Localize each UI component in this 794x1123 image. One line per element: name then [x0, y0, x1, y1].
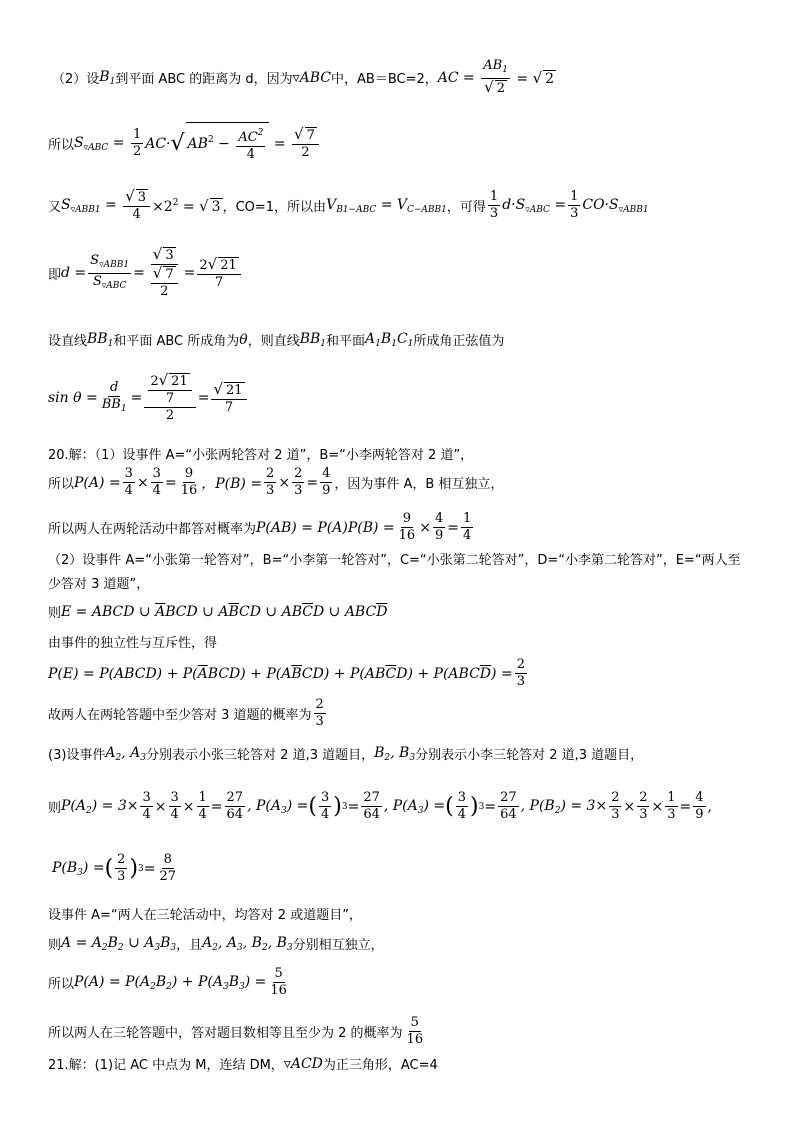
- text: 所成角正弦值为: [413, 334, 505, 349]
- math: $P(B_3)$ =: [52, 859, 105, 878]
- fraction: $\frac{d}{BB_1}$: [101, 379, 127, 414]
- text: 则: [48, 938, 62, 953]
- line-setA: 设事件 A=“两人在三轮活动中，均答对 2 或道题目”，: [48, 908, 362, 923]
- q20-heading: 20.解：（1）设事件 A=“小张两轮答对 2 道”，B=“小李两轮答对 2 道”，: [48, 448, 474, 463]
- text: 和平面 ABC 所成角为: [113, 334, 240, 349]
- text: 故两人在两轮答题中至少答对 3 道题的概率为: [48, 708, 312, 723]
- math: (: [445, 793, 454, 819]
- math: AC·: [145, 135, 171, 152]
- q20-part2-cont: 少答对 3 道题”，: [48, 577, 150, 592]
- fraction: $\frac{\frac{2√ 21}{7}}{2}$: [144, 372, 195, 424]
- fraction: $\frac{3}{4}$: [457, 790, 467, 822]
- text: 所以两人在两轮活动中都答对概率为: [48, 522, 257, 537]
- math: $P(A_2) = 3\times$: [61, 797, 139, 816]
- text: 21.解：(1)记 AC 中点为 M，连结 DM，: [48, 1058, 284, 1073]
- fraction: $\frac{1}{3}$: [489, 189, 499, 221]
- math: $A = A_2B_2$ ∪ $A_3B_3$: [61, 934, 177, 953]
- fraction: $\frac{3}{4}$: [170, 790, 179, 822]
- math: $AB^2$ − $\frac{AC^2}{4}$: [186, 122, 270, 165]
- text: 则: [48, 606, 62, 621]
- math: $A_2$, $A_3$: [105, 744, 147, 763]
- line-area-abc: [48, 122, 321, 165]
- line-indep: 由事件的独立性与互斥性，得: [48, 636, 218, 651]
- fraction: $\frac{8}{27}$: [159, 852, 177, 884]
- line-angle-setup: [48, 330, 504, 349]
- line-event-e: [48, 602, 387, 621]
- fraction: $\frac{1}{4}$: [462, 511, 472, 543]
- text: 所以: [48, 477, 75, 492]
- text: 设直线: [48, 334, 88, 349]
- math: $P(A) = P(A_2B_2) + P(A_3B_3)$ =: [74, 973, 267, 992]
- fraction: $\frac{9}{16}$: [398, 511, 416, 543]
- fraction: $\frac{3}{4}$: [320, 790, 330, 822]
- text: 分别相互独立，: [292, 938, 384, 953]
- text: 和平面: [326, 334, 366, 349]
- text: ，则直线: [247, 334, 300, 349]
- fraction: $\frac{4}{9}$: [322, 466, 331, 498]
- math: ▿ABC: [292, 69, 332, 86]
- fraction: $\frac{S_{▿ABB1}}{S_{▿ABC}}$: [90, 252, 130, 291]
- math: , $P(A_3)$ =: [383, 797, 446, 816]
- math: AC =: [437, 69, 480, 86]
- q20-part2: （2）设事件 A=“小张第一轮答对”，B=“小李第一轮答对”，C=“小张第二轮答对”，D=“小李第二轮答对”，E=“两人至: [48, 553, 741, 568]
- fraction: $\frac{2}{3}$: [516, 657, 525, 689]
- fraction: $\frac{27}{64}$: [226, 790, 244, 822]
- math: d =: [61, 265, 87, 281]
- fraction: $\frac{3}{4}$: [152, 466, 161, 498]
- text: (3)设事件: [48, 748, 106, 763]
- line-pab: 所以两人在两轮活动中都答对概率为 P(AB) = P(A)P(B) = $\frac{9}{16}$ × $\frac{4}{9}$ = $\frac{1}{4}$: [48, 511, 472, 543]
- text: 所以两人在三轮答题中，答对题目数相等且至少为 2 的概率为: [48, 1026, 403, 1041]
- line-pa-pb: 所以 P(A) = $\frac{3}{4}$ × $\frac{3}{4}$ = $\frac{9}{16}$ ，P(B) = $\frac{2}{3}$ × $\frac{2}{3}$ = $\frac{4}{9}$ ，因为事件 A，B 相互独立，: [48, 466, 504, 498]
- math: ，P(B) =: [201, 475, 263, 492]
- text: 又: [48, 200, 62, 215]
- fraction: $\frac{2}{3}$: [639, 790, 648, 822]
- line-sin-theta: [48, 372, 249, 424]
- math: $B_2$, $B_3$: [374, 744, 416, 763]
- line-pb3: $P(B_3)$ = ( $\frac{2}{3}$ ) 3 = $\frac{8}{27}$: [52, 852, 177, 884]
- fraction: $\frac{2}{3}$: [266, 466, 275, 498]
- text: ，因为事件 A，B 相互独立，: [334, 477, 504, 492]
- math: ): [129, 855, 139, 881]
- math: =: [130, 390, 143, 406]
- fraction: $\frac{1}{2}$: [132, 127, 142, 159]
- math: , $P(A_3)$ =: [247, 797, 309, 816]
- text: 所以: [48, 977, 75, 992]
- math: $A_2$, $A_3$, $B_2$, $B_3$: [202, 934, 293, 953]
- math: $B_1$: [99, 68, 116, 87]
- math: √: [170, 130, 185, 156]
- line-final: [48, 1015, 427, 1048]
- q21-heading: [48, 1054, 438, 1073]
- fraction: $\frac{√ 3}{4}$: [123, 188, 150, 223]
- fraction: $\frac{2}{3}$: [294, 466, 303, 498]
- text: 分别表示小李三轮答对 2 道,3 道题目，: [415, 748, 644, 763]
- math: E = ABCD ∪ $\overline{A}BCD$ ∪ $A\overline{B}CD$ ∪ $AB\overline{C}D$ ∪ $ABC\overline{D}$: [61, 603, 388, 620]
- text: 为正三角形，AC=4: [322, 1058, 438, 1073]
- math: =: [183, 265, 196, 281]
- text: 到平面 ABC 的距离为 d，因为: [115, 72, 293, 87]
- math: $CO\cdot S_{▿ABB1}$: [582, 196, 649, 215]
- math: , $P(B_2) = 3\times$: [520, 797, 608, 816]
- fraction: $\frac{5}{16}$: [406, 1015, 424, 1047]
- math: $A_1B_1C_1$: [365, 330, 414, 349]
- math: P(AB) = P(A)P(B) =: [256, 519, 395, 536]
- math: 3: [138, 863, 144, 874]
- fraction: $\frac{4}{9}$: [434, 511, 444, 543]
- fraction: $\frac{5}{16}$: [270, 966, 287, 998]
- math: ): [333, 793, 342, 819]
- fraction: $\frac{4}{9}$: [695, 790, 704, 822]
- text: ，且: [176, 938, 203, 953]
- math: $V_{B1-ABC} = V_{C-ABB1}$: [326, 196, 447, 215]
- text: 即: [48, 267, 62, 283]
- math: ): [470, 793, 479, 819]
- fraction: $\frac{√ 3}{\frac{√ 7}{2}}$: [147, 246, 182, 300]
- math: 3: [341, 801, 348, 812]
- line-area-abb1: [48, 188, 649, 223]
- fraction: $\frac{1}{3}$: [667, 790, 676, 822]
- math: $\times 2^2$ = √ 3: [152, 196, 221, 215]
- text: 中，AB＝BC=2，: [331, 72, 438, 87]
- fraction: $\frac{AB_1}{√ 2}$: [483, 58, 508, 96]
- math: P(E) = P(ABCD) + $P(\overline{A}BCD) + P(A\overline{B}CD) + P(AB\overline{C}D) + P(ABC\overline{D})$ =: [48, 665, 513, 682]
- line-gu: [48, 697, 328, 730]
- math: $S_{▿ABC}$ =: [74, 134, 129, 153]
- text: 分别表示小张三轮答对 2 道,3 道题目，: [146, 748, 375, 763]
- math: $d\cdot S_{▿ABC}$ =: [502, 196, 567, 215]
- fraction: $\frac{2}{3}$: [315, 697, 324, 729]
- math: = √ 2: [511, 68, 555, 87]
- fraction: $\frac{9}{16}$: [180, 466, 198, 498]
- fraction: $\frac{1}{3}$: [570, 189, 579, 221]
- fraction: $\frac{√ 21}{7}$: [211, 381, 246, 416]
- line-distance-setup: [52, 58, 556, 97]
- math: =: [197, 390, 210, 406]
- fraction: $\frac{2}{3}$: [611, 790, 620, 822]
- text: ，可得: [446, 200, 486, 215]
- math: =: [133, 265, 145, 281]
- text: ，CO=1，所以由: [222, 200, 327, 215]
- math: θ: [239, 331, 248, 348]
- math: ▿ACD: [283, 1055, 323, 1072]
- line-part3: [48, 744, 643, 763]
- text: 所以: [48, 138, 75, 153]
- fraction: $\frac{2}{3}$: [117, 852, 126, 884]
- fraction: $\frac{3}{4}$: [142, 790, 151, 822]
- math: (: [308, 793, 317, 819]
- fraction: $\frac{27}{64}$: [500, 790, 517, 822]
- math: P(A) =: [74, 474, 121, 491]
- text: （2）设: [52, 72, 100, 87]
- math: $BB_1$: [299, 330, 327, 349]
- fraction: $\frac{3}{4}$: [124, 466, 133, 498]
- fraction: $\frac{1}{4}$: [198, 790, 207, 822]
- math: 3: [478, 801, 485, 812]
- fraction: $\frac{√ 7}{2}$: [292, 126, 319, 161]
- math: $BB_1$: [87, 330, 114, 349]
- line-part3-probs: 则 $P(A_2) = 3\times$ $\frac{3}{4}$ × $\frac{3}{4}$ × $\frac{1}{4}$ = $\frac{27}{64}$ , $P(A_3)$ = ( $\frac{3}{4}$ ) 3 = $\frac{27}{64}$ , $P(A_3)$ = ( $\frac{3}{4}$ ) 3 = $\frac{27}{64}$ , $P(B_2) = 3\times$ $\frac{2}{3}$ × $\frac{2}{3}$ × $\frac{1}{3}$ = $\frac{4}{9}$ ,: [48, 790, 712, 822]
- math: $S_{▿ABB1}$ =: [61, 196, 122, 215]
- math: =: [269, 135, 291, 152]
- line-pa-final: [48, 966, 291, 999]
- math: sin θ =: [48, 390, 98, 406]
- math: (: [104, 855, 114, 881]
- line-pe: [48, 657, 529, 690]
- line-a-def: [48, 934, 384, 953]
- fraction: $\frac{27}{64}$: [363, 790, 380, 822]
- fraction: $\frac{2√ 21}{7}$: [197, 256, 240, 291]
- line-d-value: [48, 246, 243, 300]
- text: 则: [48, 801, 62, 816]
